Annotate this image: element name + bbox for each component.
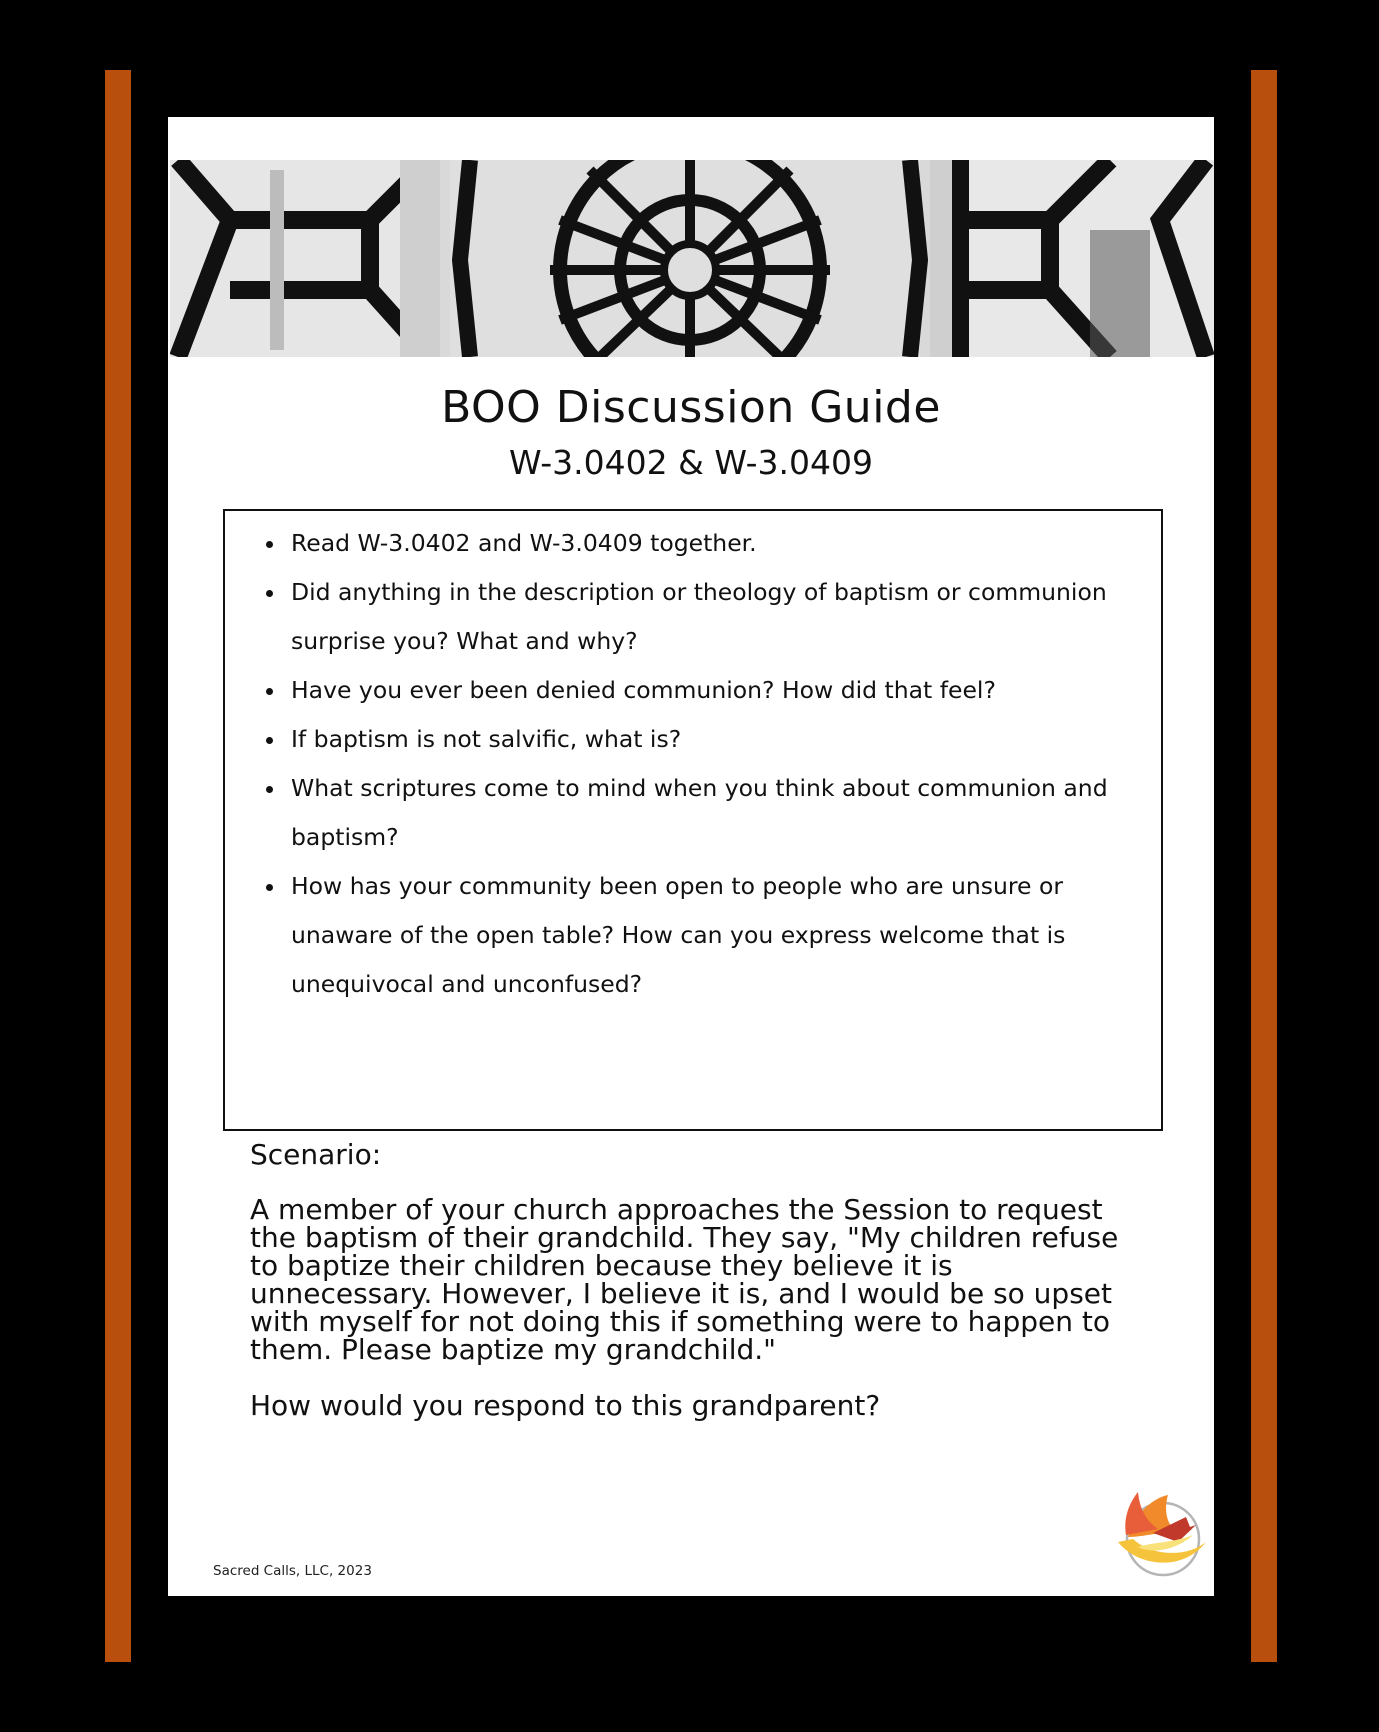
- scenario-section: [250, 1138, 1130, 1422]
- page-title: BOO Discussion Guide: [441, 382, 941, 433]
- question-item: • Did anything in the description or theology of baptism or communion surprise you? What and why?: [287, 568, 1131, 666]
- question-item: • Have you ever been denied communion? How did that feel?: [287, 666, 1131, 715]
- question-list: [225, 511, 1161, 1009]
- scenario-body: A member of your church approaches the Session to request the baptism of their grandchild. They say, "My children refuse to baptize their children because they believe it is unnecessary. However, I believe it is, and I would be so upset with myself for not doing this if something were to happen to them. Please baptize my grandchild.": [250, 1193, 1119, 1366]
- scenario-question: How would you respond to this grandparent?: [250, 1389, 881, 1422]
- left-accent-bar: [105, 70, 131, 1662]
- question-item: • Read W-3.0402 and W-3.0409 together.: [287, 519, 1131, 568]
- discussion-questions-box: [223, 509, 1163, 1131]
- stained-glass-banner: [170, 160, 1214, 357]
- footer-copyright: Sacred Calls, LLC, 2023: [213, 1563, 372, 1579]
- question-item: • How has your community been open to people who are unsure or unaware of the open table? How can you express welcome that is unequivocal and unconfused?: [287, 862, 1131, 1009]
- flame-dove-logo-icon: [1108, 1487, 1210, 1577]
- question-item: • What scriptures come to mind when you think about communion and baptism?: [287, 764, 1131, 862]
- right-accent-bar: [1251, 70, 1277, 1662]
- question-item: • If baptism is not salvific, what is?: [287, 715, 1131, 764]
- document-page: [168, 117, 1214, 1596]
- scenario-label: Scenario:: [250, 1138, 382, 1171]
- page-subtitle: W-3.0402 & W-3.0409: [508, 443, 874, 482]
